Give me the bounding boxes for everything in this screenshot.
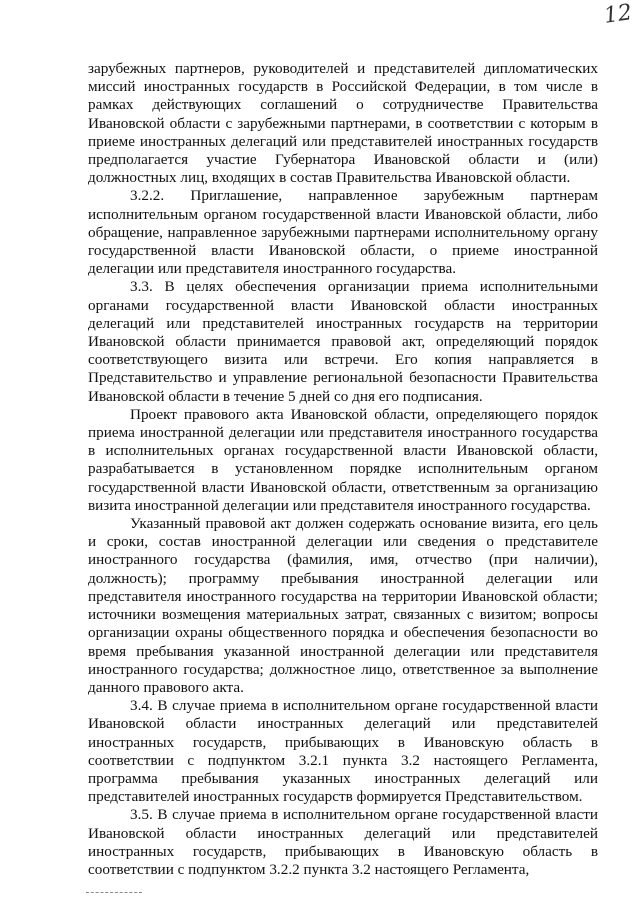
paragraph-draft-act: Проект правового акта Ивановской области, определяющего порядок приема иностранной делегации или представителя иностранного государства в исполнительных органах государственной власти Ивановской области, разрабатывается в установленном порядке исполнительным органом государственной власти Ивановской области, ответственным за организацию визита иностранной делегации или представителя иностранного государства. [88,405,598,514]
paragraph-3-2-2: 3.2.2. Приглашение, направленное зарубежным партнерам исполнительным органом государственной власти Ивановской области, либо обращение, направленное зарубежными партнерами исполнительному органу государственной власти Ивановской области, о приеме иностранной делегации или представителя иностранного государства. [88,187,598,278]
paragraph-3-5: 3.5. В случае приема в исполнительном органе государственной власти Ивановской области иностранных делегаций или представителей иностранных государств, прибывающих в Ивановскую область в соответствии с подпунктом 3.2.2 пункта 3.2 настоящего Регламента, [88,806,598,878]
paragraph-continuation: зарубежных партнеров, руководителей и представителей дипломатических миссий иностранных государств в Российской Федерации, в том числе в рамках действующих соглашений о сотрудничестве Правительства Ивановской области с зарубежными партнерами, в соответствии с которым в приеме иностранных делегаций или представителей иностранных государств предполагается участие Губернатора Ивановской области и (или) должностных лиц, входящих в состав Правительства Ивановской области. [88,60,598,187]
paragraph-act-contents: Указанный правовой акт должен содержать основание визита, его цель и сроки, состав иностранной делегации или сведения о представителе иностранного государства (фамилия, имя, отчество (при наличии), должность); программу пребывания иностранной делегации или представителя иностранного государства на территории Ивановской области; источники возмещения материальных затрат, связанных с визитом; вопросы организации охраны общественного порядка и обеспечения безопасности во время пребывания указанной иностранной делегации или представителя иностранного государства; должностное лицо, ответственное за выполнение данного правового акта. [88,515,598,696]
paragraph-3-4: 3.4. В случае приема в исполнительном органе государственной власти Ивановской области иностранных делегаций или представителей иностранных государств, прибывающих в Ивановскую область в соответствии с подпунктом 3.2.1 пункта 3.2 настоящего Регламента, программа пребывания указанных иностранных делегаций или представителей иностранных государств формируется Представительством. [88,697,598,806]
page-number: 12 [602,0,634,29]
footer-mark [86,892,142,893]
document-body [88,60,598,879]
paragraph-3-3: 3.3. В целях обеспечения организации приема исполнительными органами государственной власти Ивановской области иностранных делегаций или представителей иностранных государств на территории Ивановской области принимается правовой акт, определяющий порядок соответствующего визита или встречи. Его копия направляется в Представительство и управление региональной безопасности Правительства Ивановской области в течение 5 дней со дня его подписания. [88,278,598,405]
